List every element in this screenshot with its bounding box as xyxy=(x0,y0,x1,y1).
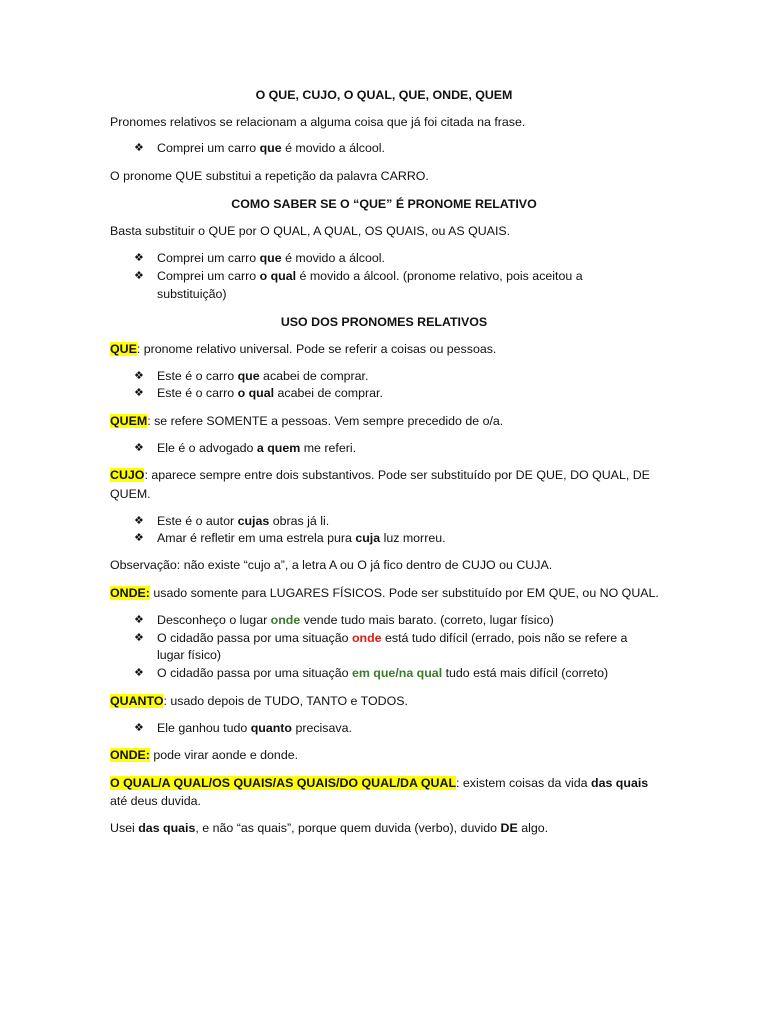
cujo-definition: CUJO: aparece sempre entre dois substantivos. Pode ser substituído por DE QUE, DO QUAL, DE xyxy=(110,468,650,482)
quem-label: QUEM xyxy=(110,414,148,428)
intro-note: O pronome QUE substitui a repetição da palavra CARRO. xyxy=(110,169,429,183)
onde-example-1: Desconheço o lugar onde vende tudo mais barato. (correto, lugar físico) xyxy=(157,613,554,627)
bullet-icon: ❖ xyxy=(134,614,144,626)
cujo-label: CUJO xyxy=(110,468,145,482)
intro-paragraph: Pronomes relativos se relacionam a alguma coisa que já foi citada na frase. xyxy=(110,115,526,129)
oqual-definition: O QUAL/A QUAL/OS QUAIS/AS QUAIS/DO QUAL/DA QUAL: existem coisas da vida das quais xyxy=(110,776,649,790)
que-example-2: Este é o carro o qual acabei de comprar. xyxy=(157,386,383,400)
document-title: O QUE, CUJO, O QUAL, QUE, ONDE, QUEM xyxy=(255,88,513,102)
cujo-example-2: Amar é refletir em uma estrela pura cuja luz morreu. xyxy=(157,531,446,545)
bullet-icon: ❖ xyxy=(134,667,144,679)
que-example-1: Este é o carro que acabei de comprar. xyxy=(157,369,369,383)
quem-definition: QUEM: se refere SOMENTE a pessoas. Vem sempre precedido de o/a. xyxy=(110,414,504,428)
section2-example-2: Comprei um carro o qual é movido a álcool. (pronome relativo, pois aceitou a xyxy=(157,269,583,283)
bullet-icon: ❖ xyxy=(134,270,144,282)
section-title-uso: USO DOS PRONOMES RELATIVOS xyxy=(280,315,488,329)
section2-example-2-cont: substituição) xyxy=(157,287,227,301)
onde-definition: ONDE: usado somente para LUGARES FÍSICOS. Pode ser substituído por EM QUE, ou NO QUAL. xyxy=(110,586,659,600)
quanto-example: Ele ganhou tudo quanto precisava. xyxy=(157,721,352,735)
bullet-icon: ❖ xyxy=(134,722,144,734)
intro-example: Comprei um carro que é movido a álcool. xyxy=(157,141,385,155)
que-definition: QUE: pronome relativo universal. Pode se referir a coisas ou pessoas. xyxy=(110,342,497,356)
onde-example-2-cont: lugar físico) xyxy=(157,648,222,662)
onde-example-3: O cidadão passa por uma situação em que/na qual tudo está mais difícil (correto) xyxy=(157,666,609,680)
section2-paragraph: Basta substituir o QUE por O QUAL, A QUAL, OS QUAIS, ou AS QUAIS. xyxy=(110,224,511,238)
oqual-definition-cont: até deus duvida. xyxy=(110,794,201,808)
bullet-icon: ❖ xyxy=(134,387,144,399)
quem-example: Ele é o advogado a quem me referi. xyxy=(157,441,357,455)
bullet-icon: ❖ xyxy=(134,515,144,527)
bullet-icon: ❖ xyxy=(134,532,144,544)
onde-aonde-donde: ONDE: pode virar aonde e donde. xyxy=(110,748,299,762)
bullet-icon: ❖ xyxy=(134,370,144,382)
bullet-icon: ❖ xyxy=(134,442,144,454)
observation: Observação: não existe “cujo a”, a letra A ou O já fico dentro de CUJO ou CUJA. xyxy=(110,558,553,572)
bullet-icon: ❖ xyxy=(134,632,144,644)
bullet-icon: ❖ xyxy=(134,252,144,264)
quanto-definition: QUANTO: usado depois de TUDO, TANTO e TODOS. xyxy=(110,694,408,708)
section-title-como-saber: COMO SABER SE O “QUE” É PRONOME RELATIVO xyxy=(231,197,537,211)
onde2-label: ONDE: xyxy=(110,748,150,762)
onde-example-2: O cidadão passa por uma situação onde está tudo difícil (errado, pois não se refere a xyxy=(157,631,628,645)
final-paragraph: Usei das quais, e não “as quais”, porque quem duvida (verbo), duvido DE algo. xyxy=(110,821,549,835)
section2-example-1: Comprei um carro que é movido a álcool. xyxy=(157,251,385,265)
quanto-label: QUANTO xyxy=(110,694,164,708)
que-label: QUE xyxy=(110,342,137,356)
cujo-example-1: Este é o autor cujas obras já li. xyxy=(157,514,330,528)
cujo-definition-cont: QUEM. xyxy=(110,487,151,501)
bullet-icon: ❖ xyxy=(134,142,144,154)
oqual-label: O QUAL/A QUAL/OS QUAIS/AS QUAIS/DO QUAL/DA QUAL xyxy=(110,776,457,790)
onde-label: ONDE: xyxy=(110,586,150,600)
